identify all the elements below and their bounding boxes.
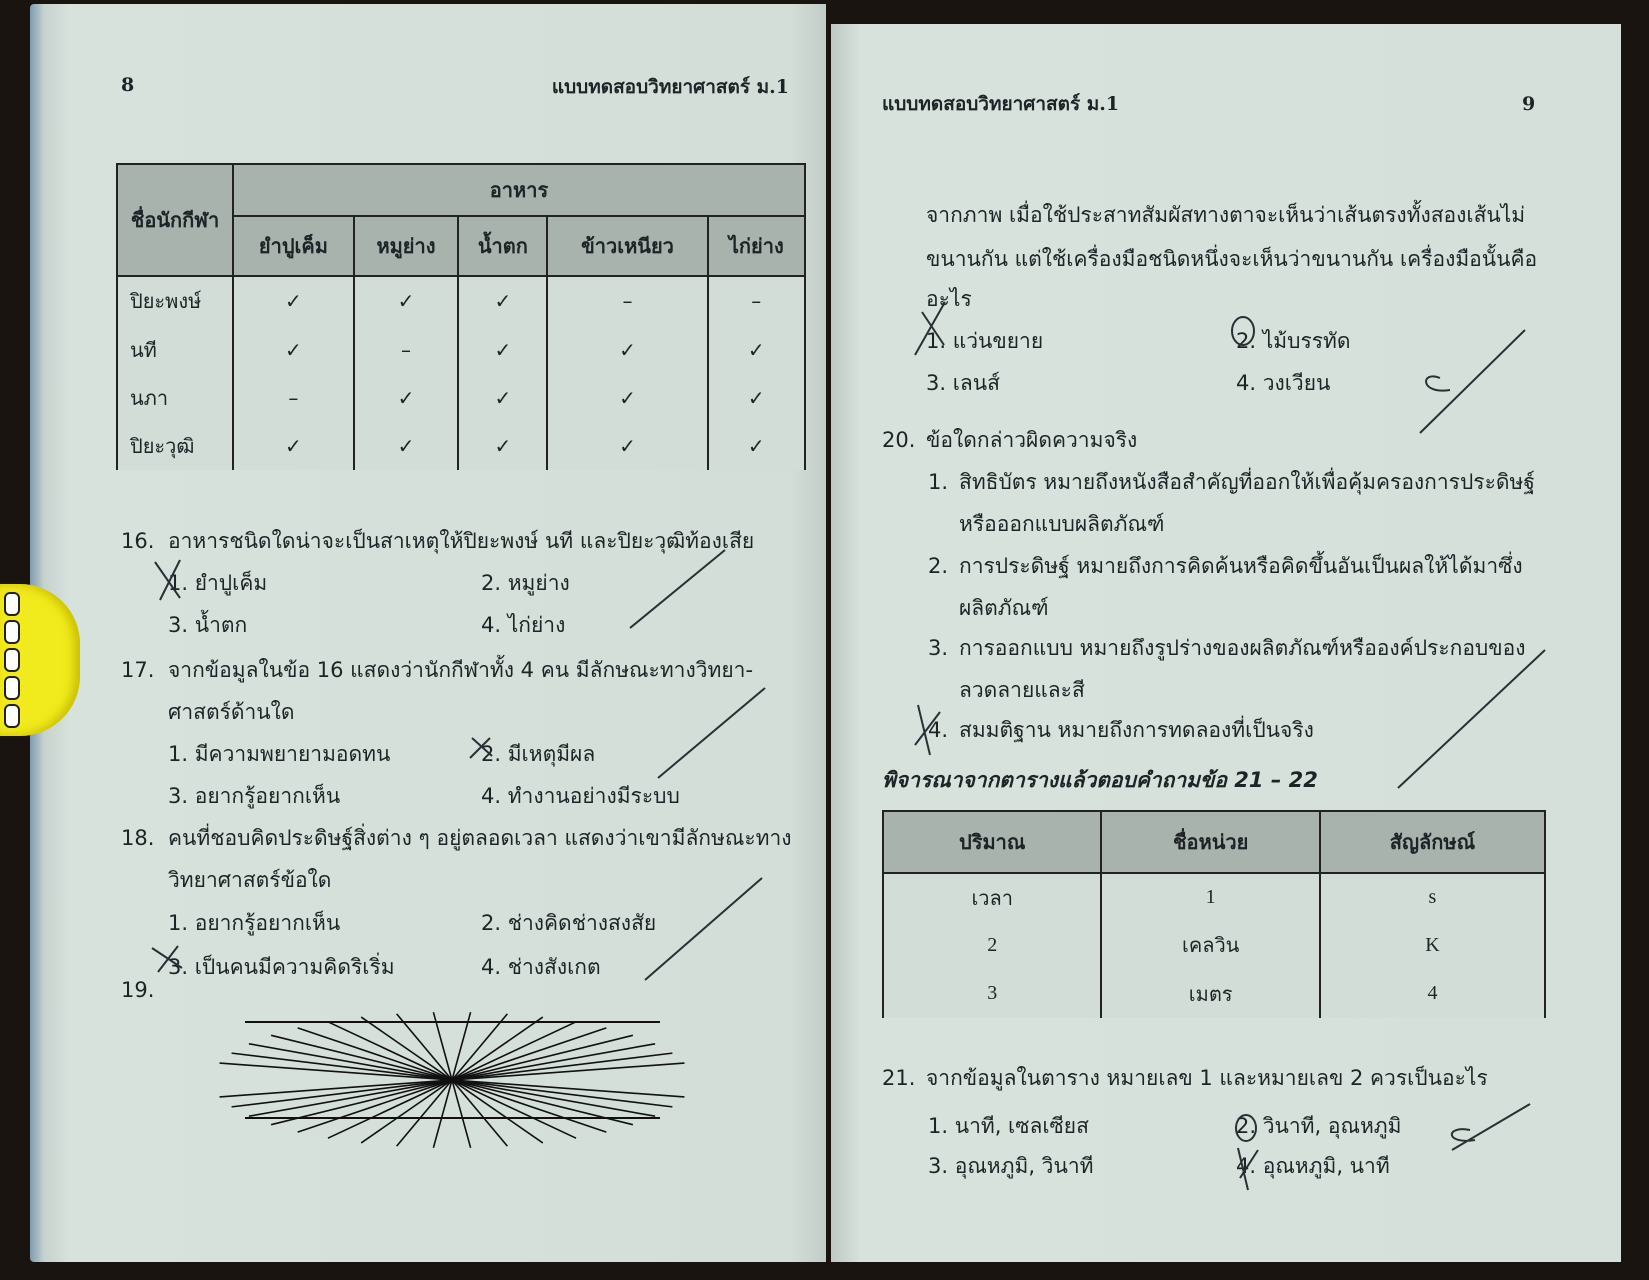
food-cell: ✓ [547,326,707,374]
food-cell: – [547,276,707,326]
food-column-header: ยำปูเค็ม [233,216,354,276]
answer-option: 2. มีเหตุมีผล [481,742,596,766]
question-text: อาหารชนิดใดน่าจะเป็นสาเหตุให้ปิยะพงษ์ นที และปิยะวุฒิท้องเสีย [168,529,755,553]
page-number-left: 8 [121,74,135,96]
answer-option: 1. แว่นขยาย [926,329,1044,353]
athlete-column-header: ชื่อนักกีฬา [117,164,233,276]
food-cell: ✓ [354,422,458,470]
food-cell: ✓ [354,276,458,326]
food-cell: ✓ [458,374,547,422]
table-row [117,422,805,470]
food-group-header: อาหาร [233,164,805,216]
option-text: การประดิษฐ์ หมายถึงการคิดค้นหรือคิดขึ้นอันเป็นผลให้ได้มาซึ่ง [959,554,1523,578]
food-cell: ✓ [458,326,547,374]
question-text: ขนานกัน แต่ใช้เครื่องมือชนิดหนึ่งจะเห็นว่าขนานกัน เครื่องมือนั้นคือ [926,247,1538,271]
answer-option: 2. หมูย่าง [481,571,570,595]
food-column-header: น้ำตก [458,216,547,276]
food-cell: ✓ [233,326,354,374]
question-text: จากข้อมูลในข้อ 16 แสดงว่านักกีฬาทั้ง 4 คน มีลักษณะทางวิทยา- [168,658,754,682]
unit-cell: 4 [1320,970,1545,1018]
answer-option: 3. อุณหภูมิ, วินาที [928,1154,1094,1178]
food-cell: ✓ [458,422,547,470]
answer-option: 4. อุณหภูมิ, นาที [1236,1154,1390,1178]
question-number: 17. [121,658,155,682]
running-title-left: แบบทดสอบวิทยาศาสตร์ ม.1 [551,76,789,98]
answer-option: 3. เลนส์ [926,371,1000,395]
answer-option: 1. มีความพยายามอดทน [168,742,391,766]
unit-table-header: ปริมาณ [883,811,1101,873]
running-title-right: แบบทดสอบวิทยาศาสตร์ ม.1 [882,93,1120,115]
table-row [883,921,1545,969]
unit-table-header: สัญลักษณ์ [1320,811,1545,873]
answer-option: 2. วินาที, อุณหภูมิ [1236,1114,1402,1138]
page-number-right: 9 [1522,93,1536,115]
question-text: ศาสตร์ด้านใด [168,700,295,724]
food-cell: ✓ [708,422,805,470]
food-cell: ✓ [354,374,458,422]
athlete-name: นภา [117,374,233,422]
food-column-header: ไก่ย่าง [708,216,805,276]
table-row [883,873,1545,921]
athlete-name: ปิยะวุฒิ [117,422,233,470]
table-instruction: พิจารณาจากตารางแล้วตอบคำถามข้อ 21 – 22 [882,768,1318,792]
unit-cell: เคลวิน [1101,921,1319,969]
option-text: สิทธิบัตร หมายถึงหนังสือสำคัญที่ออกให้เพื่อคุ้มครองการประดิษฐ์ [959,470,1535,494]
option-number: 4. [928,718,949,742]
option-text: หรือออกแบบผลิตภัณฑ์ [959,512,1165,536]
athlete-name: นที [117,326,233,374]
table-row [117,374,805,422]
unit-cell: เมตร [1101,970,1319,1018]
question-number: 18. [121,826,155,850]
option-number: 2. [928,554,949,578]
unit-cell: s [1320,873,1545,921]
food-cell: ✓ [547,422,707,470]
unit-cell: 1 [1101,873,1319,921]
food-cell: – [233,374,354,422]
food-cell: ✓ [708,326,805,374]
answer-option: 1. นาที, เซลเซียส [928,1114,1089,1138]
question-number: 20. [882,428,916,452]
question-text: ข้อใดกล่าวผิดความจริง [926,428,1138,452]
question-text: จากภาพ เมื่อใช้ประสาทสัมผัสทางตาจะเห็นว่าเส้นตรงทั้งสองเส้นไม่ [926,203,1526,227]
food-column-header: หมูย่าง [354,216,458,276]
unit-table [882,810,1546,1018]
food-table [116,163,806,470]
food-cell: ✓ [458,276,547,326]
option-number: 3. [928,636,949,660]
unit-table-header: ชื่อหน่วย [1101,811,1319,873]
unit-cell: 2 [883,921,1101,969]
table-row [117,326,805,374]
option-text: ผลิตภัณฑ์ [959,596,1049,620]
answer-option: 4. ทำงานอย่างมีระบบ [481,784,680,808]
option-text: การออกแบบ หมายถึงรูปร่างของผลิตภัณฑ์หรือองค์ประกอบของ [959,636,1526,660]
answer-option: 3. อยากรู้อยากเห็น [168,784,341,808]
table-row [883,970,1545,1018]
question-number: 21. [882,1066,916,1090]
unit-cell: เวลา [883,873,1101,921]
food-cell: ✓ [708,374,805,422]
food-cell: – [354,326,458,374]
question-text: อะไร [926,287,972,311]
unit-cell: K [1320,921,1545,969]
question-text: จากข้อมูลในตาราง หมายเลข 1 และหมายเลข 2 ควรเป็นอะไร [926,1066,1488,1090]
answer-option: 1. อยากรู้อยากเห็น [168,911,341,935]
answer-option: 2. ช่างคิดช่างสงสัย [481,911,657,935]
answer-option: 3. น้ำตก [168,613,248,637]
option-number: 1. [928,470,949,494]
question-number: 16. [121,529,155,553]
athlete-name: ปิยะพงษ์ [117,276,233,326]
answer-option: 4. ช่างสังเกต [481,955,601,979]
food-cell: ✓ [233,422,354,470]
unit-cell: 3 [883,970,1101,1018]
answer-option: 4. ไก่ย่าง [481,613,566,637]
answer-option: 3. เป็นคนมีความคิดริเริ่ม [168,955,395,979]
question-text: วิทยาศาสตร์ข้อใด [168,868,332,892]
answer-option: 2. ไม้บรรทัด [1236,329,1351,353]
question-text: คนที่ชอบคิดประดิษฐ์สิ่งต่าง ๆ อยู่ตลอดเวลา แสดงว่าเขามีลักษณะทาง [168,826,792,850]
option-text: สมมติฐาน หมายถึงการทดลองที่เป็นจริง [959,718,1314,742]
food-column-header: ข้าวเหนียว [547,216,707,276]
food-cell: – [708,276,805,326]
table-row [117,276,805,326]
option-text: ลวดลายและสี [959,678,1085,702]
question-number: 19. [121,978,155,1002]
food-cell: ✓ [547,374,707,422]
food-cell: ✓ [233,276,354,326]
answer-option: 1. ยำปูเค็ม [168,571,268,595]
answer-option: 4. วงเวียน [1236,371,1331,395]
